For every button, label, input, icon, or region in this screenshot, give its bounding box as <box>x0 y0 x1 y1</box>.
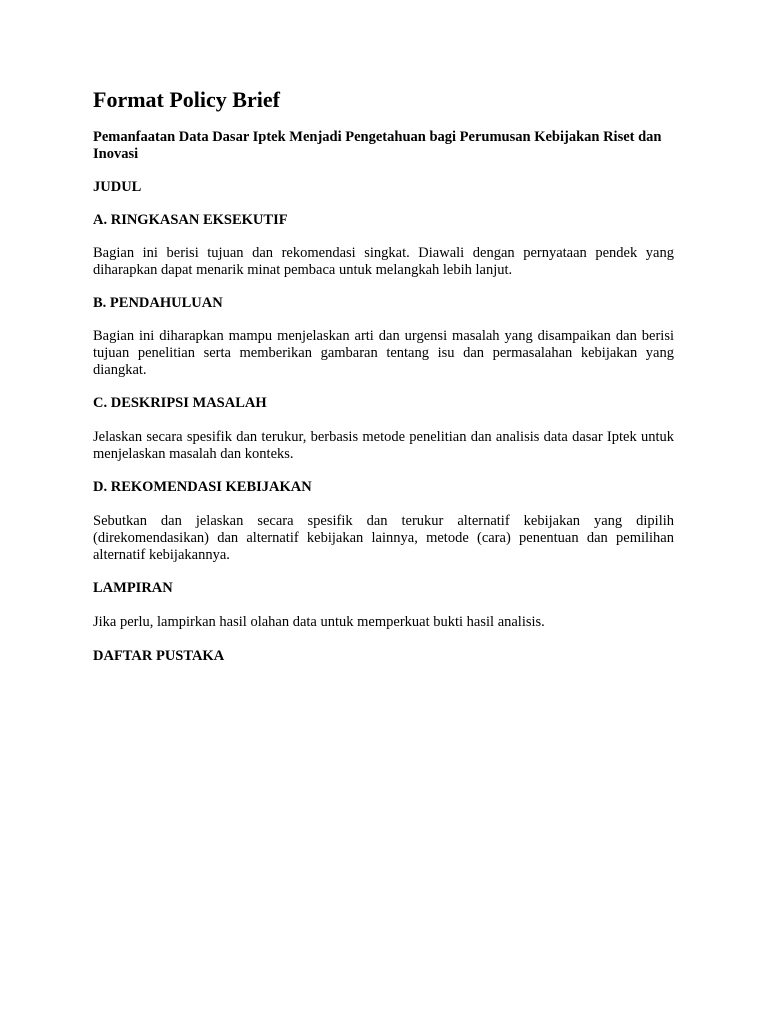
section-heading-rekomendasi: D. REKOMENDASI KEBIJAKAN <box>93 479 312 495</box>
section-body-pendahuluan: Bagian ini diharapkan mampu menjelaskan arti dan urgensi masalah yang disampaikan dan berisi tujuan penelitian serta memberikan gambaran tentang isu dan permasalahan kebijakan yang diangkat. <box>93 328 674 378</box>
section-heading-lampiran: LAMPIRAN <box>93 580 173 596</box>
section-heading-pendahuluan: B. PENDAHULUAN <box>93 295 223 311</box>
section-body-rekomendasi: Sebutkan dan jelaskan secara spesifik dan terukur alternatif kebijakan yang dipilih (direkomendasikan) dan alternatif kebijakan lainnya, metode (cara) penentuan dan pemilihan alternatif kebijakannya. <box>93 513 674 563</box>
document-title: Format Policy Brief <box>93 87 280 112</box>
judul-heading: JUDUL <box>93 179 142 195</box>
document-subtitle: Pemanfaatan Data Dasar Iptek Menjadi Pengetahuan bagi Perumusan Kebijakan Riset dan Inovasi <box>93 129 662 162</box>
section-heading-deskripsi: C. DESKRIPSI MASALAH <box>93 395 267 411</box>
section-body-lampiran: Jika perlu, lampirkan hasil olahan data untuk memperkuat bukti hasil analisis. <box>93 614 545 630</box>
section-body-deskripsi: Jelaskan secara spesifik dan terukur, berbasis metode penelitian dan analisis data dasar Iptek untuk menjelaskan masalah dan konteks. <box>93 429 674 462</box>
section-heading-ringkasan: A. RINGKASAN EKSEKUTIF <box>93 212 288 228</box>
section-body-ringkasan: Bagian ini berisi tujuan dan rekomendasi singkat. Diawali dengan pernyataan pendek yang diharapkan dapat menarik minat pembaca untuk melangkah lebih lanjut. <box>93 245 674 278</box>
daftar-pustaka-heading: DAFTAR PUSTAKA <box>93 648 225 664</box>
